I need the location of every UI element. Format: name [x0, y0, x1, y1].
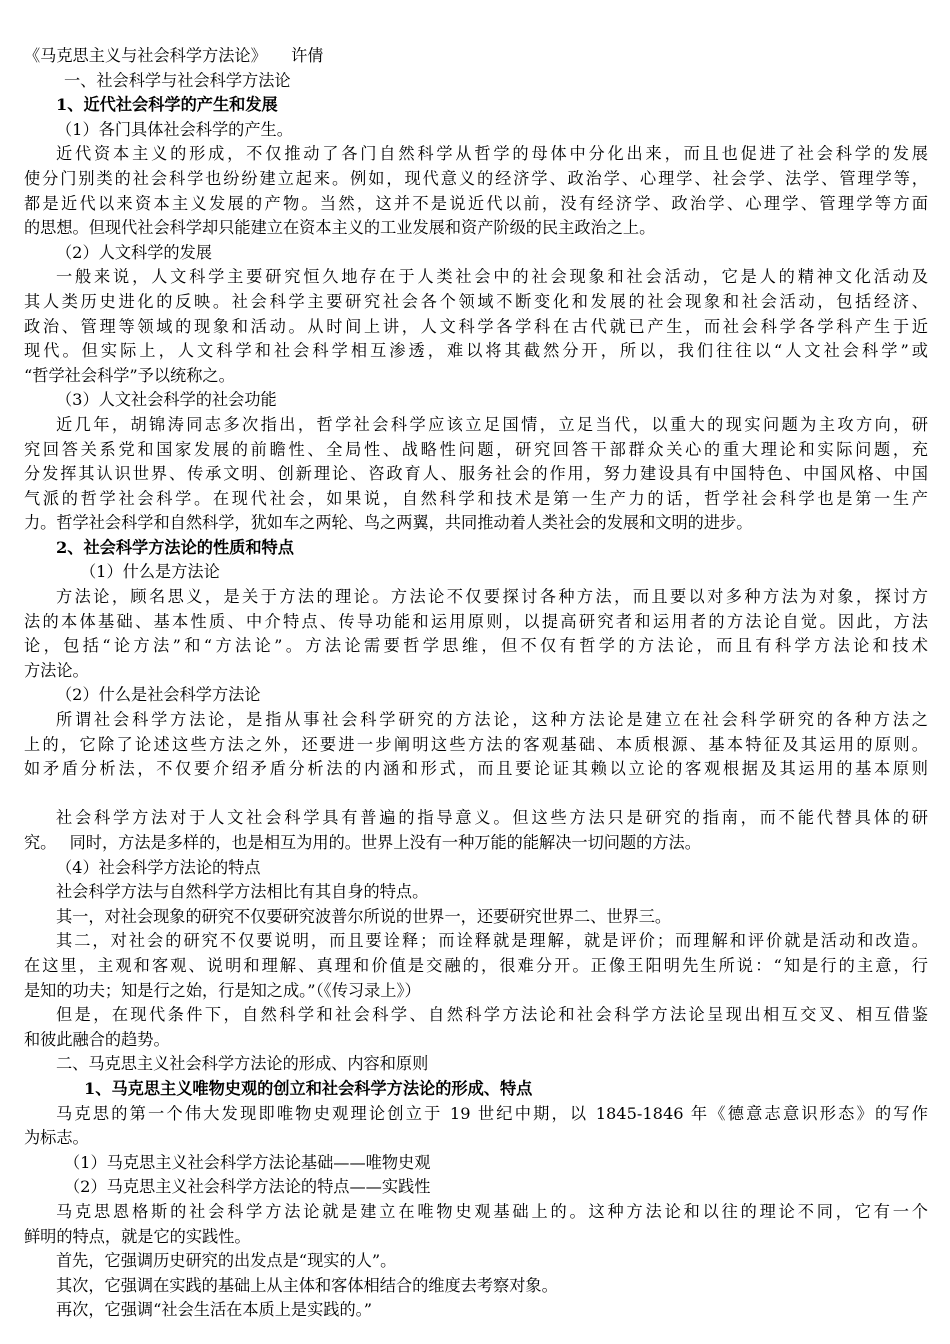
text-line: 如矛盾分析法，不仅要介绍矛盾分析法的内涵和形式，而且要论证其赖以立论的客观根据及其运用的基本原则: [24, 759, 928, 779]
text-line: 近代资本主义的形成，不仅推动了各门自然科学从哲学的母体中分化出来，而且也促进了社会科学的发展: [56, 144, 928, 164]
text-line: 马克思的第一个伟大发现即唯物史观理论创立于 19 世纪中期，以 1845-1846 年《德意志意识形态》的写作: [56, 1103, 928, 1123]
text-line: 其人类历史进化的反映。社会科学主要研究社会各个领域不断变化和发展的社会现象和社会活动，包括经济、: [24, 291, 928, 311]
text-line: 但是，在现代条件下，自然科学和社会科学、自然科学方法论和社会科学方法论呈现出相互交叉、相互借鉴: [56, 1005, 928, 1025]
text-line: 2、社会科学方法论的性质和特点: [56, 537, 294, 557]
document-page: [24, 44, 928, 1323]
text-line: （4）社会科学方法论的特点: [56, 857, 261, 877]
text-line: 社会科学方法对于人文社会科学具有普遍的指导意义。但这些方法只是研究的指南，而不能代替具体的研: [56, 808, 928, 828]
text-line: 再次，它强调“社会生活在本质上是实践的。”: [56, 1300, 373, 1320]
text-line: 二、马克思主义社会科学方法论的形成、内容和原则: [56, 1054, 429, 1074]
text-line: （2）马克思主义社会科学方法论的特点——实践性: [64, 1177, 431, 1197]
text-line: 分发挥其认识世界、传承文明、创新理论、咨政育人、服务社会的作用，努力建设具有中国特色、中国风格、中国: [24, 464, 928, 484]
text-line: 一般来说，人文科学主要研究恒久地存在于人类社会中的社会现象和社会活动，它是人的精神文化活动及: [56, 267, 928, 287]
text-line: 的思想。但现代社会科学却只能建立在资本主义的工业发展和资产阶级的民主政治之上。: [24, 218, 656, 238]
text-line: 近几年，胡锦涛同志多次指出，哲学社会科学应该立足国情，立足当代，以重大的现实问题为主攻方向，研: [56, 414, 928, 434]
text-line: 一、社会科学与社会科学方法论: [64, 70, 291, 90]
text-line: （1）什么是方法论: [80, 562, 220, 582]
text-line: （3）人文社会科学的社会功能: [56, 390, 277, 410]
text-line: 和彼此融合的趋势。: [24, 1029, 170, 1049]
text-line: 在这里，主观和客观、说明和理解、真理和价值是交融的，很难分开。正像王阳明先生所说：“知是行的主意，行: [24, 955, 928, 975]
text-line: （2）人文科学的发展: [56, 242, 212, 262]
text-line: 其一，对社会现象的研究不仅要研究波普尔所说的世界一，还要研究世界二、世界三。: [56, 906, 672, 926]
text-line: 方法论。: [24, 660, 89, 680]
text-line: （2）什么是社会科学方法论: [56, 685, 261, 705]
text-line: 现代。但实际上，人文科学和社会科学相互渗透，难以将其截然分开，所以，我们往往以“人文社会科学”或: [24, 341, 928, 361]
text-line: 政治、管理等领域的现象和活动。从时间上讲，人文科学各学科在古代就已产生，而社会科学各学科产生于近: [24, 316, 928, 336]
text-line: 论，包括“论方法”和“方法论”。方法论需要哲学思维，但不仅有哲学的方法论，而且有科学方法论和技术: [24, 636, 928, 656]
blank-line: [24, 782, 928, 807]
text-line: 鲜明的特点，就是它的实践性。: [24, 1226, 251, 1246]
text-line: “哲学社会科学”予以统称之。: [24, 365, 235, 385]
text-line: 所谓社会科学方法论，是指从事社会科学研究的方法论，这种方法论是建立在社会科学研究的各种方法之: [56, 710, 928, 730]
text-line: 都是近代以来资本主义发展的产物。当然，这并不是说近代以前，没有经济学、政治学、心理学、管理学等方面: [24, 193, 928, 213]
text-line: （1）马克思主义社会科学方法论基础——唯物史观: [64, 1152, 431, 1172]
text-line: 《马克思主义与社会科学方法论》 许倩: [24, 46, 324, 65]
text-line: 其次，它强调在实践的基础上从主体和客体相结合的维度去考察对象。: [56, 1275, 558, 1295]
text-line: 其二，对社会的研究不仅要说明，而且要诠释；而诠释就是理解，就是评价；而理解和评价就是活动和改造。: [56, 931, 928, 951]
text-line: 使分门别类的社会科学也纷纷建立起来。例如，现代意义的经济学、政治学、心理学、社会学、法学、管理学等，: [24, 168, 928, 188]
text-line: 社会科学方法与自然科学方法相比有其自身的特点。: [56, 882, 429, 902]
text-line: 方法论，顾名思义，是关于方法的理论。方法论不仅要探讨各种方法，而且要以对多种方法为对象，探讨方: [56, 587, 928, 607]
text-line: 究回答关系党和国家发展的前瞻性、全局性、战略性问题，研究回答干部群众关心的重大理论和实际问题，充: [24, 439, 928, 459]
text-line: 是知的功夫；知是行之始，行是知之成。”（《传习录上》）: [24, 980, 421, 1000]
text-line: 气派的哲学社会科学。在现代社会，如果说，自然科学和技术是第一生产力的话，哲学社会科学也是第一生产: [24, 488, 928, 508]
text-line: 法的本体基础、基本性质、中介特点、传导功能和运用原则，以提高研究者和运用者的方法论自觉。因此，方法: [24, 611, 928, 631]
text-line: （1）各门具体社会科学的产生。: [56, 119, 293, 139]
text-line: 1、马克思主义唯物史观的创立和社会科学方法论的形成、特点: [84, 1078, 533, 1098]
text-line: 为标志。: [24, 1128, 89, 1148]
text-line: 1、近代社会科学的产生和发展: [56, 95, 278, 115]
text-line: 首先，它强调历史研究的出发点是“现实的人”。: [56, 1251, 397, 1271]
text-line: 马克思恩格斯的社会科学方法论就是建立在唯物史观基础上的。这种方法论和以往的理论不同，它有一个: [56, 1201, 928, 1221]
text-line: 上的，它除了论述这些方法之外，还要进一步阐明这些方法的客观基础、本质根源、基本特征及其运用的原则。: [24, 734, 928, 754]
text-line: 力。哲学社会科学和自然科学，犹如车之两轮、鸟之两翼，共同推动着人类社会的发展和文明的进步。: [24, 513, 753, 533]
text-line: 究。 同时，方法是多样的，也是相互为用的。世界上没有一种万能的能解决一切问题的方法。: [24, 833, 701, 852]
